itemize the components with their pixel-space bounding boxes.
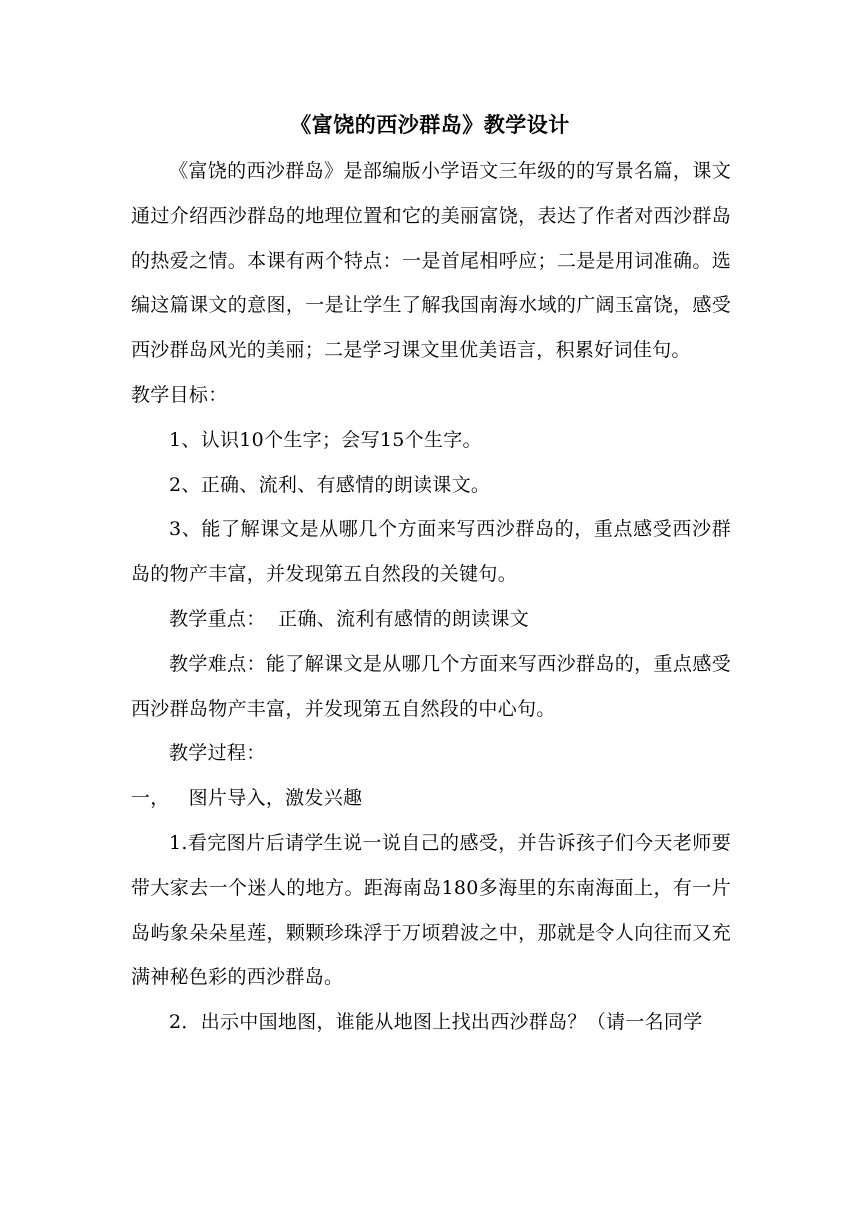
document-title: 《富饶的西沙群岛》教学设计 [290,113,570,137]
goals-heading: 教学目标： [131,383,228,406]
section-1-heading: 一， 图片导入，激发兴趣 [131,787,363,810]
goal-item-2: 2、正确、流利、有感情的朗读课文。 [169,473,491,496]
intro-paragraph: 《富饶的西沙群岛》是部编版小学语文三年级的的写景名篇，课文通过介绍西沙群岛的地理位置和它的美丽富饶，表达了作者对西沙群岛的热爱之情。本课有两个特点：一是首尾相呼应；二是是用词准确。选编这篇课文的意图，一是让学生了解我国南海水域的广阔玉富饶，感受西沙群岛风光的美丽；二是学习课文里优美语言，积累好词佳句。 [131,160,731,362]
document-body [131,149,731,1045]
step-1-paragraph: 1.看完图片后请学生说一说自己的感受，并告诉孩子们今天老师要带大家去一个迷人的地方。距海南岛180多海里的东南海面上，有一片岛屿象朵朵星莲，颗颗珍珠浮于万顷碧波之中，那就是令人向往而又充满神秘色彩的西沙群岛。 [131,831,731,989]
step-2-paragraph: 2．出示中国地图，谁能从地图上找出西沙群岛？（请一名同学 [169,1011,703,1034]
difficulty-point: 教学难点：能了解课文是从哪几个方面来写西沙群岛的，重点感受西沙群岛物产丰富，并发现第五自然段的中心句。 [131,652,731,720]
key-point: 教学重点： 正确、流利有感情的朗读课文 [169,607,530,630]
goal-item-1: 1、认识10个生字；会写15个生字。 [169,428,482,451]
process-heading: 教学过程： [169,742,266,765]
goal-item-3: 3、能了解课文是从哪几个方面来写西沙群岛的，重点感受西沙群岛的物产丰富，并发现第五自然段的关键句。 [131,518,731,586]
